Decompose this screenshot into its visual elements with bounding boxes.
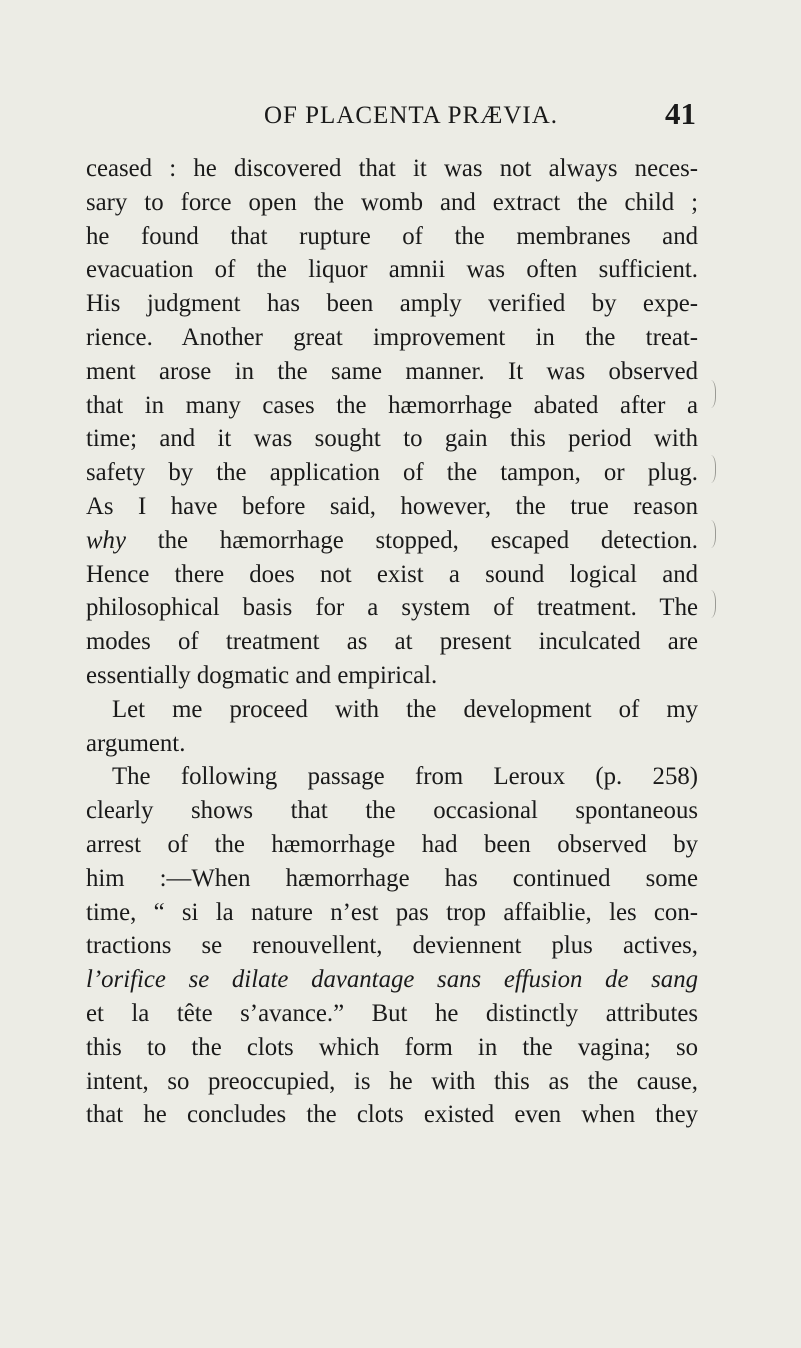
text-line: time, “ si la nature n’est pas trop affaiblie, les con- — [86, 898, 698, 926]
text-line: clearly shows that the occasional spontaneous — [86, 797, 698, 825]
text-line: intent, so preoccupied, is he with this as the cause, — [86, 1067, 698, 1095]
margin-pencil-mark — [703, 455, 716, 483]
text-line: et la tête s’avance.” But he distinctly attributes — [86, 999, 698, 1027]
text-line: His judgment has been amply verified by expe- — [86, 290, 698, 318]
text-line: evacuation of the liquor amnii was often sufficient. — [86, 256, 698, 284]
margin-pencil-mark — [703, 590, 716, 618]
text-line: As I have before said, however, the true reason — [86, 492, 698, 520]
text-line: that in many cases the hæmorrhage abated after a — [86, 391, 698, 419]
text-line: Hence there does not exist a sound logical and — [86, 560, 698, 588]
text-line: rience. Another great improvement in the treat- — [86, 323, 698, 351]
running-title: OF PLACENTA PRÆVIA. — [263, 102, 559, 129]
text-line: safety by the application of the tampon, or plug. — [86, 459, 698, 487]
italic-line: l’orifice se dilate davantage sans effusion de sang — [86, 966, 698, 994]
text-line: Let me proceed with the development of my — [112, 695, 698, 723]
text-line: time; and it was sought to gain this period with — [86, 425, 698, 453]
text-line: that he concludes the clots existed even when they — [86, 1101, 698, 1129]
margin-pencil-mark — [703, 520, 716, 548]
text-line — [86, 524, 698, 558]
text-line: tractions se renouvellent, deviennent plus actives, — [86, 932, 698, 960]
text-line: ceased : he discovered that it was not always neces- — [86, 155, 698, 182]
text-line: him :—When hæmorrhage has continued some — [86, 864, 698, 892]
text-line: argument. — [86, 729, 186, 757]
text-line: this to the clots which form in the vagina; so — [86, 1033, 698, 1061]
body-text — [86, 152, 698, 1132]
text-line: sary to force open the womb and extract the child ; — [86, 188, 698, 216]
page-number: 41 — [665, 96, 696, 131]
text-line — [86, 963, 698, 997]
margin-pencil-mark — [703, 380, 716, 408]
text-line: ment arose in the same manner. It was observed — [86, 357, 698, 385]
text-line: essentially dogmatic and empirical. — [86, 661, 438, 689]
italic-word: why — [86, 526, 126, 554]
running-head — [86, 96, 696, 136]
text-line: modes of treatment as at present inculcated are — [86, 628, 698, 656]
text-line: he found that rupture of the membranes and — [86, 222, 698, 250]
text-line: The following passage from Leroux (p. 258) — [112, 763, 698, 791]
line-rest: the hæmorrhage stopped, escaped detection. — [125, 526, 698, 554]
text-line: philosophical basis for a system of treatment. The — [86, 594, 698, 622]
text-line: arrest of the hæmorrhage had been observed by — [86, 830, 698, 858]
